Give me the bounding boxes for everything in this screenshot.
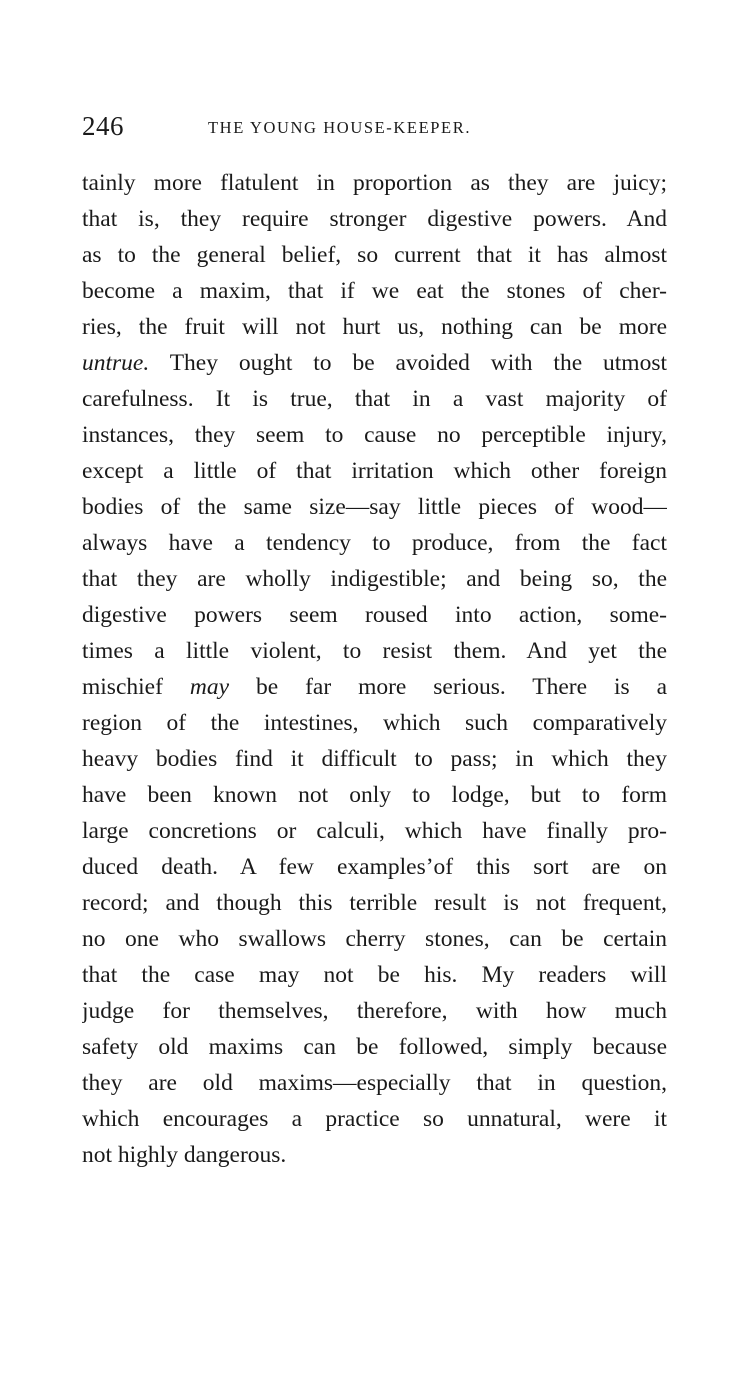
text-line: judge for themselves, therefore, with how much (82, 998, 667, 1024)
text-line: which encourages a practice so unnatural, were it (82, 1106, 667, 1132)
text-line: tainly more flatulent in proportion as they are juicy; (82, 170, 667, 196)
text-line: duced death. A few examples’of this sort are on (82, 854, 667, 880)
text-line: they are old maxims—especially that in question, (82, 1070, 667, 1096)
italic-word: may (189, 674, 230, 700)
running-head (82, 106, 682, 146)
text-line: large concretions or calculi, which have finally pro- (82, 818, 667, 844)
text-line: become a maxim, that if we eat the stones of cher- (82, 278, 667, 304)
text-line: bodies of the same size—say little pieces of wood— (82, 494, 667, 520)
text-fragment: be far more serious. There is a (255, 674, 667, 700)
text-line: record; and though this terrible result is not frequent, (82, 890, 667, 916)
text-line-with-italic (82, 669, 667, 705)
text-line: digestive powers seem roused into action, some- (82, 602, 667, 628)
text-line: carefulness. It is true, that in a vast majority of (82, 386, 667, 412)
text-line: that is, they require stronger digestive powers. And (82, 206, 667, 232)
text-line: always have a tendency to produce, from the fact (82, 530, 667, 556)
text-fragment: They ought to be avoided with the utmost (169, 350, 667, 376)
text-line: have been known not only to lodge, but to form (82, 782, 667, 808)
text-line: not highly dangerous. (82, 1142, 287, 1168)
text-line: except a little of that irritation which other foreign (82, 458, 667, 484)
text-line: heavy bodies find it difficult to pass; in which they (82, 746, 667, 772)
text-line: that they are wholly indigestible; and being so, the (82, 566, 667, 592)
italic-word: untrue. (82, 350, 150, 376)
body-text (82, 165, 667, 1173)
text-line: times a little violent, to resist them. And yet the (82, 638, 667, 664)
text-line: no one who swallows cherry stones, can be certain (82, 926, 667, 952)
text-line: instances, they seem to cause no perceptible injury, (82, 422, 667, 448)
text-line: that the case may not be his. My readers will (82, 962, 667, 988)
text-fragment: mischief (82, 674, 163, 700)
text-line: safety old maxims can be followed, simply because (82, 1034, 667, 1060)
text-line-with-italic (82, 345, 667, 381)
text-line: as to the general belief, so current that it has almost (82, 242, 667, 268)
text-line: region of the intestines, which such comparatively (82, 710, 667, 736)
running-title: THE YOUNG HOUSE-KEEPER. (208, 118, 472, 137)
text-line: ries, the fruit will not hurt us, nothing can be more (82, 314, 667, 340)
page-number: 246 (82, 111, 124, 141)
